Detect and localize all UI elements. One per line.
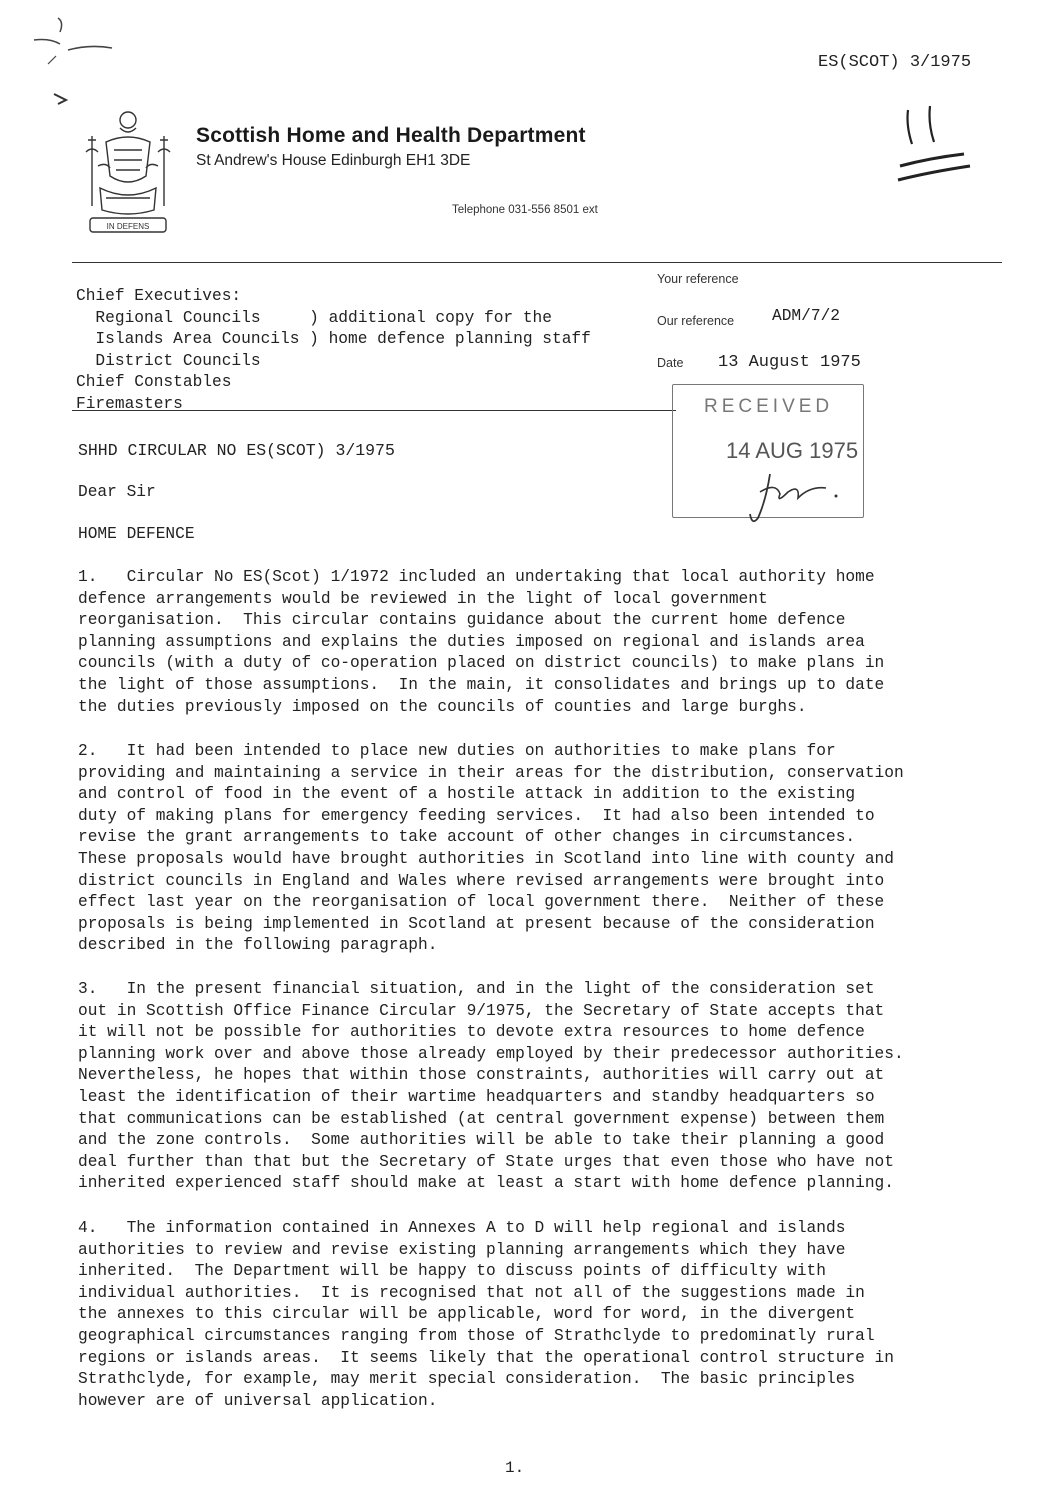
date-value: 13 August 1975 [718,353,861,372]
paragraph-line: inherited experienced staff should make at least a start with home defence planning. [78,1174,894,1193]
paragraph-line: that communications can be established (at central government expense) between them [78,1109,885,1128]
paragraph-line: 1. Circular No ES(Scot) 1/1972 included an undertaking that local authority home [78,568,875,586]
page-number: 1. [505,1459,525,1477]
received-stamp-date: 14 AUG 1975 [726,438,859,463]
paragraph-2 [78,741,1013,957]
header-divider [72,262,1002,263]
paragraph-1 [78,567,1013,718]
royal-crest-icon [76,106,180,238]
paragraph-line: planning assumptions and explains the duties imposed on regional and islands area [78,632,865,651]
paragraph-line: and control of food in the event of a hostile attack in addition to the existing [78,785,856,804]
paragraph-line: the duties previously imposed on the councils of counties and large burghs. [78,697,807,716]
subject-heading: HOME DEFENCE [78,525,195,543]
paragraph-line: least the identification of their wartime headquarters and standby headquarters so [78,1087,875,1106]
paragraph-line: it will not be possible for authorities to devote extra resources to home defence [78,1023,865,1042]
paragraph-line: duty of making plans for emergency feeding services. It had also been intended to [78,806,875,825]
our-reference-label: Our reference [657,314,735,328]
paragraph-line: authorities to review and revise existing planning arrangements which they have [78,1240,846,1259]
received-stamp-text: RECEIVED [704,396,834,417]
paragraph-line: 2. It had been intended to place new duties on authorities to make plans for [78,742,836,760]
addressee-line: Chief Constables [76,373,232,392]
paragraph-line: Nevertheless, he hopes that within those constraints, authorities will carry out at [78,1066,885,1085]
paragraph-line: geographical circumstances ranging from those of Strathclyde to predominatly rural [78,1326,875,1345]
date-label: Date [657,356,684,370]
department-name: Scottish Home and Health Department [196,124,586,147]
paragraph-line: providing and maintaining a service in their areas for the distribution, conservation [78,763,904,782]
paragraph-line: reorganisation. This circular contains guidance about the current home defence [78,611,846,630]
paragraph-line: described in the following paragraph. [78,936,438,955]
paragraph-line: individual authorities. It is recognised that not all of the suggestions made in [78,1283,865,1302]
paragraph-line: councils (with a duty of co-operation placed on district councils) to make plans in [78,654,885,673]
salutation: Dear Sir [78,483,156,501]
addressee-line: District Councils [76,351,261,370]
addressee-line: Firemasters [76,394,183,413]
paragraph-line: Strathclyde, for example, may merit special consideration. The basic principles [78,1370,856,1389]
department-address: St Andrew's House Edinburgh EH1 3DE [196,152,471,169]
paragraph-line: district councils in England and Wales where revised arrangements were brought into [78,871,885,890]
handwritten-marks-top-left [20,8,140,108]
addressee-block [76,286,591,416]
handwritten-number-mark [890,104,990,190]
addressee-line: Chief Executives: [76,287,242,305]
paragraph-3 [78,979,1013,1195]
paragraph-line: defence arrangements would be reviewed in the light of local government [78,589,768,608]
paragraph-4 [78,1218,1013,1412]
paragraph-line: revise the grant arrangements to take account of other changes in circumstances. [78,828,856,847]
paragraph-line: 3. In the present financial situation, and in the light of the consideration set [78,980,875,998]
paragraph-line: effect last year on the reorganisation of local government there. Neither of these [78,893,885,912]
your-reference-label: Your reference [657,272,739,286]
paragraph-line: and the zone controls. Some authorities will be able to take their planning a good [78,1131,885,1150]
handwritten-initials-signature [740,470,850,530]
svg-text:IN DEFENS: IN DEFENS [106,222,150,231]
document-reference: ES(SCOT) 3/1975 [818,53,972,72]
telephone-line: Telephone 031-556 8501 ext [452,204,598,216]
paragraph-line: inherited. The Department will be happy to discuss points of difficulty with [78,1262,826,1281]
paragraph-line: however are of universal application. [78,1391,438,1410]
our-reference-value: ADM/7/2 [772,307,840,325]
paragraph-line: regions or islands areas. It seems likely that the operational control structure in [78,1348,894,1367]
paragraph-line: 4. The information contained in Annexes A to D will help regional and islands [78,1219,846,1237]
paragraph-line: out in Scottish Office Finance Circular 9/1975, the Secretary of State accepts that [78,1001,885,1020]
paragraph-line: proposals is being implemented in Scotland at present because of the consideration [78,914,875,933]
circular-number: SHHD CIRCULAR NO ES(SCOT) 3/1975 [78,441,395,460]
paragraph-line: planning work over and above those already employed by their predecessor authorities. [78,1044,904,1063]
addressee-divider [72,410,676,411]
paragraph-line: These proposals would have brought authorities in Scotland into line with county and [78,849,894,868]
paragraph-line: the light of those assumptions. In the main, it consolidates and brings up to date [78,675,885,694]
paragraph-line: deal further than that but the Secretary of State urges that even those who have not [78,1152,894,1171]
addressee-line: Islands Area Councils ) home defence planning staff [76,330,591,349]
paragraph-line: the annexes to this circular will be applicable, word for word, in the divergent [78,1305,856,1324]
addressee-line: Regional Councils ) additional copy for the [76,308,552,327]
